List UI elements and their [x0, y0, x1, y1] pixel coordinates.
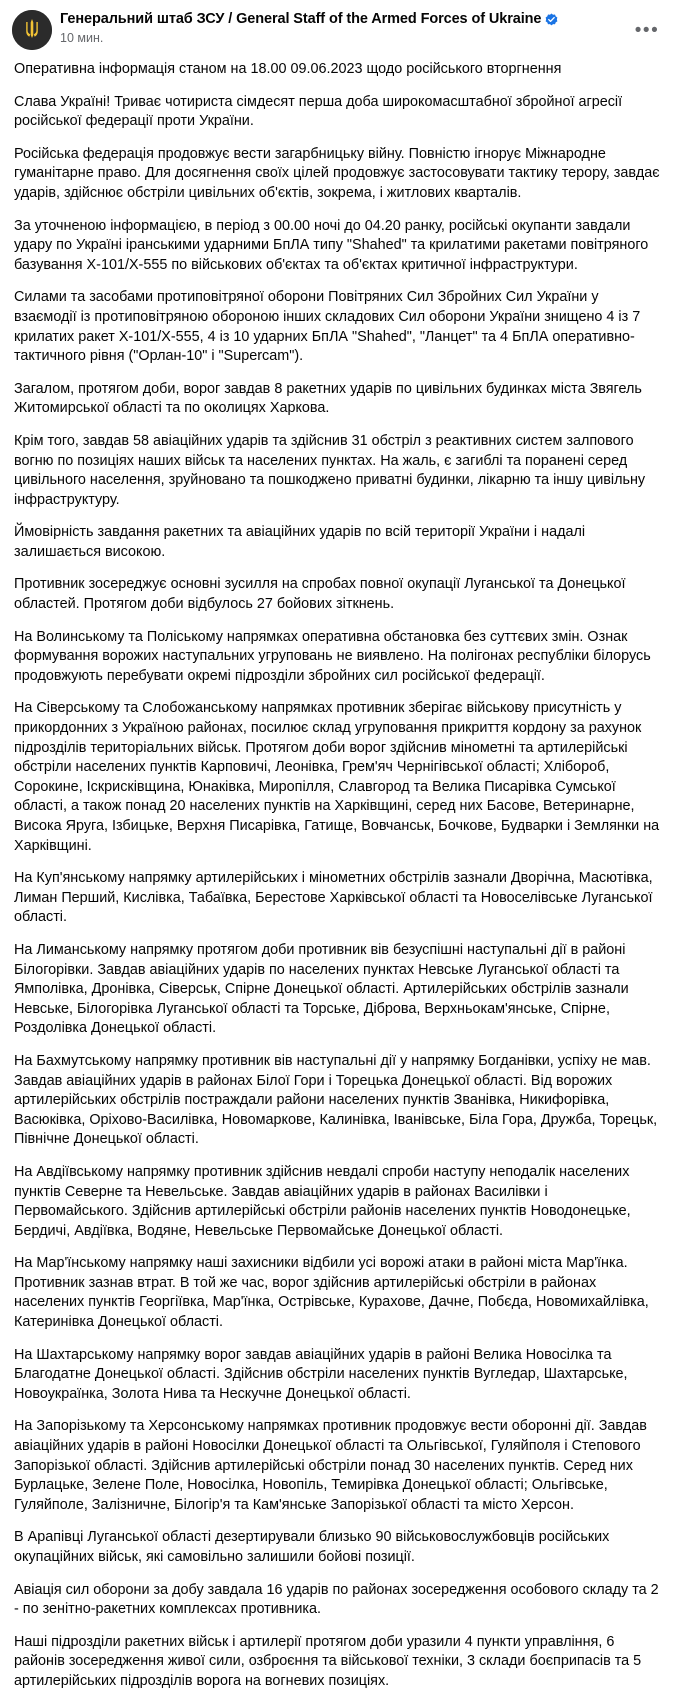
verified-badge-icon	[545, 13, 558, 26]
post-paragraph: На Куп'янському напрямку артилерійських і мінометних обстрілів зазнали Дворічна, Масютівка, Лиман Перший, Кислівка, Табаївка, Берестове Харківської області та Новоселівське Луганської області.	[14, 870, 653, 926]
page-name-row	[60, 11, 665, 28]
avatar[interactable]	[12, 10, 52, 50]
post-paragraph: На Бахмутському напрямку противник вів наступальні дії у напрямку Богданівки, успіху не мав. Завдав авіаційних ударів в районах Білої Гори і Торецька Донецької області. Від ворожих артилерійських обстрілів постраждали райони населених пунктів Званівка, Никифорівка, Васюківка, Оріхово-Василівка, Новомаркове, Калинівка, Іванівське, Біла Гора, Дружба, Торецьк, Північне Донецької області.	[14, 1052, 658, 1148]
post-paragraph: Крім того, завдав 58 авіаційних ударів та здійснив 31 обстріл з реактивних систем залпового вогню по позиціях наших військ та населених пунктах. На жаль, є загиблі та поранені серед цивільного населення, зруйновано та пошкоджено приватні будинки, лікарню та іншу цивільну інфраструктуру.	[14, 432, 646, 508]
page-name[interactable]: Генеральний штаб ЗСУ / General Staff of the Armed Forces of Ukraine	[60, 11, 542, 27]
post-paragraph: На Мар'їнському напрямку наші захисники відбили усі ворожі атаки в районі міста Мар'їнка. Противник зазнав втрат. В той же час, ворог здійснив артилерійські обстріли в районах населених пунктів Георгіївка, Мар'їнка, Острівське, Курахове, Дачне, Побєда, Новомихайлівка, Катеринівка Донецької області.	[14, 1255, 649, 1331]
post-header-text	[60, 10, 665, 46]
post-header	[0, 0, 677, 54]
post-paragraph: На Волинському та Поліському напрямках оперативна обстановка без суттєвих змін. Ознак формування ворожих наступальних угруповань не виявлено. На полігонах республіки білорусь продовжують перебувати окремі підрозділи збройних сил російської федерації.	[14, 628, 651, 684]
post-paragraph: Російська федерація продовжує вести загарбницьку війну. Повністю ігнорує Міжнародне гуманітарне право. Для досягнення своїх цілей продовжує застосовувати тактику терору, завдає ударів, здійснює обстріли цивільних об'єктів, зокрема, і житлових кварталів.	[14, 145, 660, 201]
post-paragraph: В Арапівці Луганської області дезертирували близько 90 військовослужбовців російських окупаційних військ, які самовільно залишили бойові позиції.	[14, 1529, 610, 1565]
post-paragraph: Противник зосереджує основні зусилля на спробах повної окупації Луганської та Донецької областей. Протягом доби відбулось 27 бойових зіткнень.	[14, 576, 626, 613]
post-paragraph: На Авдіївському напрямку противник здійснив невдалі спроби наступу неподалік населених пунктів Северне та Невельське. Завдав авіаційних ударів в районах Василівки і Первомайського. Здійснив артилерійські обстріли районів населених пунктів Новодонецьке, Бердичі, Авдіївка, Водяне, Невельське Первомайське Донецької області.	[14, 1163, 631, 1239]
post-body	[0, 54, 677, 1706]
post-paragraph: На Сіверському та Слобожанському напрямках противник зберігає військову присутність у прикордонних з Україною районах, посилює склад угруповання прикриття кордону за рахунок підрозділів територіальних військ. Протягом доби ворог здійснив мінометні та артилерійські обстріли населених пунктів Карповичі, Леонівка, Грем'яч Чернігівської області; Хлібороб, Сорокине, Іскрисківщина, Юнаківка, Миропілля, Славгород та Велика Писарівка Сумської області, а також понад 20 населених пунктів на Харківщині, серед них Басове, Ветеринарне, Висока Яруга, Ізбицьке, Верхня Писарівка, Гатище, Вовчанськ, Бочкове, Будварки і Землянки на Харківщині.	[14, 700, 660, 854]
post-paragraph: Авіація сил оборони за добу завдала 16 ударів по районах зосередження особового складу та 2 - по зенітно-ракетних комплексах противника.	[14, 1581, 659, 1618]
post-meta-row	[60, 31, 665, 46]
post-paragraph: Ймовірність завдання ракетних та авіаційних ударів по всій території України і надалі залишається високою.	[14, 524, 586, 560]
post-timestamp[interactable]: 10 мин.	[60, 31, 104, 45]
post-paragraph: Слава Україні! Триває чотириста сімдесят перша доба широкомасштабної збройної агресії російської федерації проти України.	[14, 93, 623, 130]
post-options-menu-icon[interactable]: •••	[634, 19, 660, 41]
post-paragraph: Загалом, протягом доби, ворог завдав 8 ракетних ударів по цивільних будинках міста Звягель Житомирської області та по околицях Харкова.	[14, 380, 642, 417]
post-paragraph: На Шахтарському напрямку ворог завдав авіаційних ударів в районі Велика Новосілка та Благодатне Донецької області. Здійснив обстріли населених пунктів Вугледар, Шахтарське, Новоукраїнка, Золота Нива та Нескучне Донецької області.	[14, 1346, 628, 1402]
post-paragraph: Оперативна інформація станом на 18.00 09.06.2023 щодо російського вторгнення	[14, 61, 562, 77]
post-paragraph: За уточненою інформацією, в період з 00.00 ночі до 04.20 ранку, російські окупанти завдали удару по Україні іранськими ударними БпЛА типу "Shahed" та крилатими ракетами повітряного базування Х-101/Х-555 по військових об'єктах та об'єктах критичної інфраструктури.	[14, 217, 649, 273]
post-paragraph: На Запорізькому та Херсонському напрямках противник продовжує вести оборонні дії. Завдав авіаційних ударів в районі Новосілки Донецької області та Ольгівської, Гуляйполя і Степового Запорізької області. Здійснив артилерійські обстріли понад 30 населених пунктів. Серед них Бурлацьке, Зелене Поле, Новосілка, Новопіль, Темирівка Донецької області; Ольгівське, Гуляйполе, Залізничне, Білогір'я та Кам'янське Запорізької області та місто Херсон.	[14, 1418, 647, 1513]
post-paragraph: Наші підрозділи ракетних військ і артилерії протягом доби уразили 4 пункти управління, 6 районів зосередження живої сили, озброєння та військової техніки, 3 склади боєприпасів та 5 артилерійських підрозділів ворога на вогневих позиціях.	[14, 1633, 642, 1689]
post-paragraph: На Лиманському напрямку протягом доби противник вів безуспішні наступальні дії в районі Білогорівки. Завдав авіаційних ударів по населених пунктах Невське Луганської області та Ямполівка, Дронівка, Сіверськ, Спірне Донецької області. Артилерійських обстрілів зазнали Невське, Білогорівка Луганської області та Торське, Діброва, Верхньокам'янське, Спірне, Роздолівка Донецької області.	[14, 941, 629, 1037]
post-paragraph: Силами та засобами протиповітряної оборони Повітряних Сил Збройних Сил України у взаємодії із протиповітряною обороною інших складових Сил оборони України знищено 4 із 7 крилатих ракет Х-101/Х-555, 4 із 10 ударних БпЛА "Shahed", "Ланцет" та 4 БпЛА оперативно-тактичного рівня ("Орлан-10" і "Supercam").	[14, 289, 641, 365]
